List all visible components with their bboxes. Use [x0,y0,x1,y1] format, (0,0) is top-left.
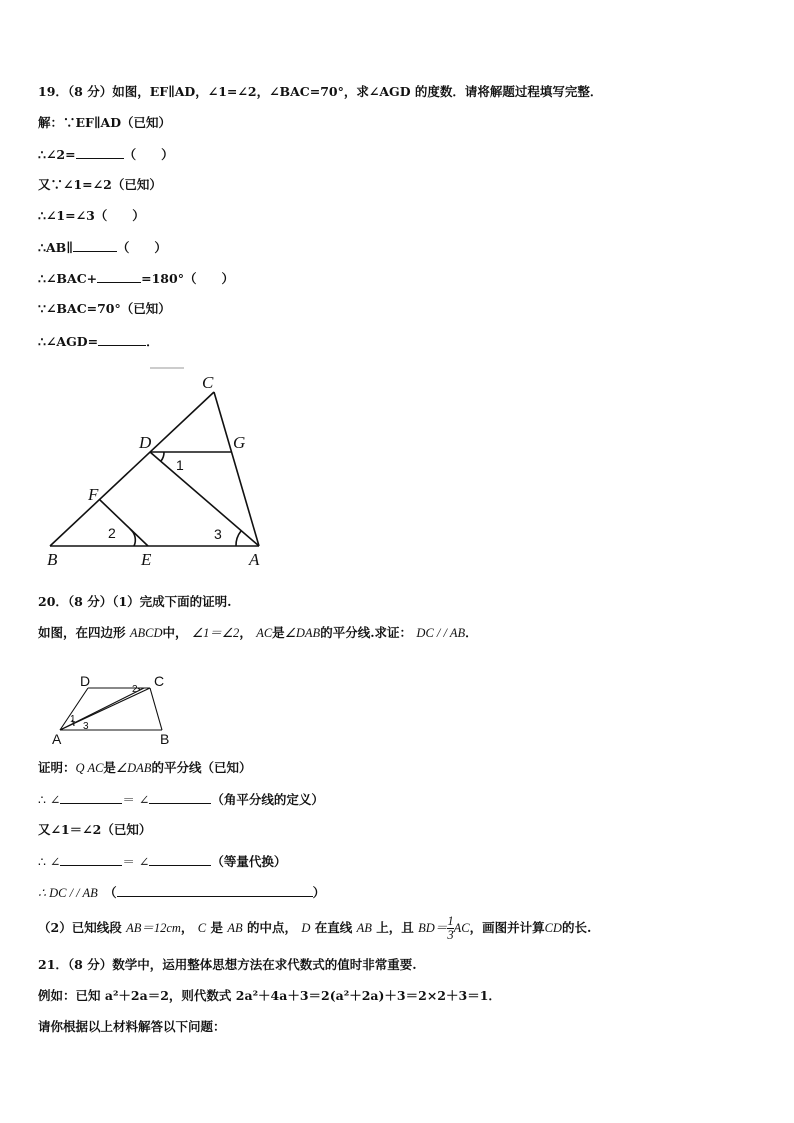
q20-given-4: 是 [272,625,285,640]
q20-proof-line3: 又∠1＝∠2（已知） [38,822,152,837]
q20-proof-therefore: ∴ ∠ [38,792,61,807]
label-angle-3: 3 [214,526,222,542]
q20-part2-3: 是 [210,920,224,935]
q20-proof-therefore2: ∴ ∠ [38,854,61,869]
q20-proof-reason3: （等量代换） [211,854,287,869]
q19-line2 [38,146,174,163]
label-G: G [233,433,246,452]
q19-line7: ∵∠BAC=70°（已知） [38,301,171,316]
q20-part2-ab: AB [227,921,243,935]
answer-blank[interactable] [60,853,122,866]
q20-quadrilateral-figure [50,668,190,748]
label-A: A [52,731,62,747]
q19-line2-text: ∴∠2= [38,147,76,162]
q20-proof-is: 是 [103,760,116,775]
q19-line2-reason: （ ） [123,147,174,162]
answer-blank[interactable] [117,884,313,897]
q20-part2-8: 的长. [561,920,592,935]
q20-part2-5: 在直线 [314,920,353,935]
q20-part2-bd: BD＝ [418,921,448,935]
q20-part2-ab-length: AB＝12cm [126,921,181,935]
segment-BC [50,392,214,546]
q19-line8-text: ∴∠AGD= [38,334,99,349]
angle-3-arc [236,531,241,546]
q19-line8 [38,333,159,350]
answer-blank[interactable] [149,791,211,804]
q20-proof-ac: Q AC [75,761,104,775]
label-angle-1: 1 [70,714,76,725]
q20-part2-2: ， [180,920,194,935]
q20-angle-eq: ∠1＝∠2 [191,626,240,640]
answer-blank[interactable] [76,146,124,159]
label-angle-3: 3 [83,721,89,732]
q20-given-2: 中， [162,625,188,640]
q20-given-3: ， [239,625,252,640]
segment-DA [150,452,259,546]
q20-proof-line4 [38,853,286,870]
q20-part2-1: （2）已知线段 [38,920,122,935]
angle-1-arc [161,452,164,461]
answer-blank[interactable] [97,270,141,283]
q20-part2-6: 上，且 [376,920,414,935]
label-D: D [139,433,152,452]
label-A: A [249,550,260,569]
label-angle-1: 1 [176,457,184,473]
q19-line8-end: ． [146,334,159,349]
fraction-denominator: 3 [447,928,454,942]
q20-given-1: 如图，在四边形 [38,625,126,640]
answer-blank[interactable] [98,333,146,346]
q20-proof-angle: ∠DAB [115,761,152,775]
q20-proof-conclusion: ∴ DC / / AB [38,886,98,900]
q20-ac: AC [256,626,273,640]
angle-2-arc [130,529,135,546]
q20-part2-7: ，画图并计算 [469,920,545,935]
q20-proof-reason1: 的平分线（已知） [151,760,252,775]
q20-proof-eq: ＝ ∠ [122,792,150,807]
q19-line5-reason: （ ） [116,240,167,255]
q21-stem: 21．（8 分）数学中，运用整体思想方法在求代数式的值时非常重要. [38,957,417,972]
answer-blank[interactable] [60,791,122,804]
label-E: E [141,550,152,569]
q19-geometry-figure [0,360,300,575]
q20-given-5: 的平分线.求证： [320,625,413,640]
label-C: C [154,673,165,689]
label-F: F [88,485,99,504]
q20-part2-ab2: AB [356,921,372,935]
q20-proof-reason2: （角平分线的定义） [211,792,324,807]
q19-line3: 又∵∠1=∠2（已知） [38,177,162,192]
q20-proof-eq2: ＝ ∠ [122,854,150,869]
q19-line6-text: ∴∠BAC+ [38,271,98,286]
fraction-numerator: 1 [447,914,454,928]
q20-angle-dab: ∠DAB [284,626,321,640]
q20-proof-line5 [38,884,325,901]
q20-stem: 20．（8 分）（1）完成下面的证明. [38,594,232,609]
q20-given-6: ． [465,625,478,640]
answer-blank[interactable] [73,239,117,252]
q20-proof-line1 [38,760,251,776]
q20-proof-paren-close: ） [312,885,326,900]
q20-given [38,625,478,641]
q19-line1: 解：∵EF∥AD（已知） [38,115,172,130]
q19-line6 [38,270,234,287]
label-D: D [80,673,91,689]
label-angle-2: 2 [132,684,138,695]
q21-prompt: 请你根据以上材料解答以下问题： [38,1019,226,1034]
q20-part2-4: 的中点， [247,920,298,935]
q19-stem: 19．（8 分）如图，EF∥AD，∠1=∠2，∠BAC=70°，求∠AGD 的度数．请将解题过程填写完整． [38,84,603,99]
q19-line5-text: ∴AB∥ [38,240,73,255]
q20-proof-line2 [38,791,324,808]
label-angle-2: 2 [108,525,116,541]
label-C: C [202,373,214,392]
q20-part2 [38,913,591,943]
q20-proof-label: 证明： [38,760,76,775]
label-B: B [47,550,58,569]
q20-part2-ac: AC [453,921,470,935]
q20-proof-paren-open: （ [110,885,117,900]
q20-goal: DC / / AB [416,626,466,640]
segment-CA [214,392,259,546]
segment-BC [150,688,162,730]
q19-line6-reason: =180°（ ） [141,271,234,286]
q21-example: 例如：已知 a²＋2a＝2，则代数式 2a²＋4a＋3＝2(a²＋2a)＋3＝2×2＋3＝1． [38,988,501,1003]
q20-part2-d: D [301,921,311,935]
label-B: B [160,731,170,747]
q19-line4: ∴∠1=∠3（ ） [38,208,145,223]
answer-blank[interactable] [149,853,211,866]
q20-part2-c: C [197,921,207,935]
q20-quad-name: ABCD [129,626,163,640]
q19-line5 [38,239,167,256]
q20-part2-cd: CD [544,921,562,935]
